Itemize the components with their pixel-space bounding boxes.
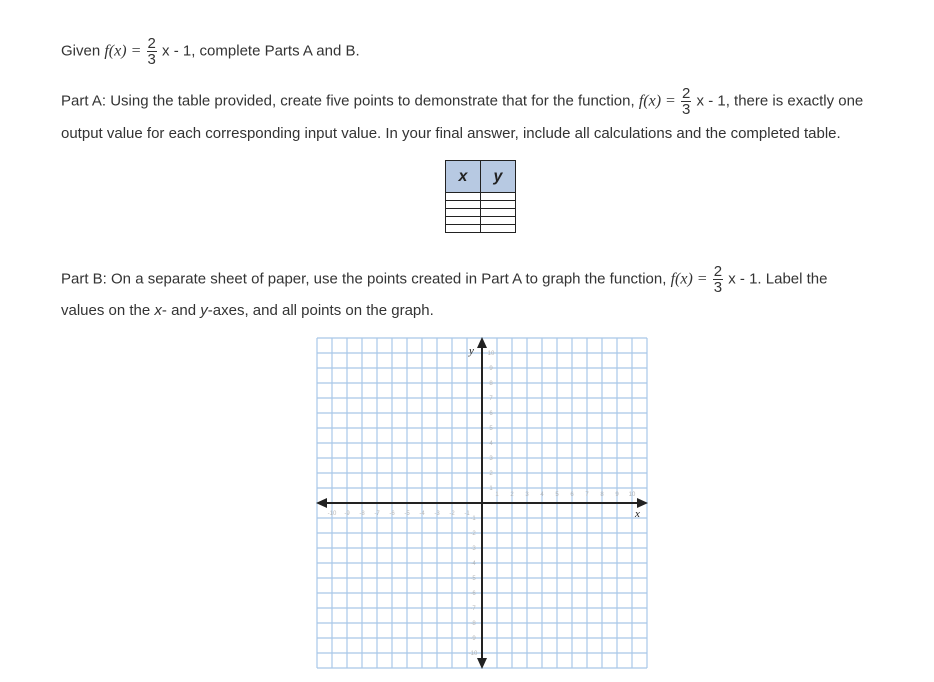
x-tick-label: -5 xyxy=(404,511,410,517)
x-tick-label: -1 xyxy=(464,511,470,517)
part-b-line1 xyxy=(61,264,827,295)
y-tick-label: -6 xyxy=(470,591,476,597)
part-a-text: Part A: Using the table provided, create five points to demonstrate that for the function, xyxy=(61,92,635,110)
table-cell[interactable] xyxy=(446,225,481,233)
y-tick-label: -3 xyxy=(470,546,476,552)
part-b-rest: x - 1. Label the xyxy=(728,270,828,288)
table-row xyxy=(446,209,516,217)
y-tick-label: 9 xyxy=(489,366,493,372)
x-tick-label: 5 xyxy=(555,492,559,498)
coordinate-grid xyxy=(314,335,649,670)
y-tick-label: -9 xyxy=(470,636,476,642)
x-tick-label: 8 xyxy=(600,492,604,498)
table-cell[interactable] xyxy=(446,193,481,201)
table-cell[interactable] xyxy=(481,193,516,201)
x-tick-label: 7 xyxy=(585,492,589,498)
y-tick-label: 2 xyxy=(489,471,493,477)
table-cell[interactable] xyxy=(446,201,481,209)
x-tick-label: 9 xyxy=(615,492,619,498)
table-cell[interactable] xyxy=(481,209,516,217)
y-tick-label: 7 xyxy=(489,396,493,402)
part-a-numerator: 2 xyxy=(682,85,691,102)
part-b-line2-x: x xyxy=(154,302,162,319)
x-tick-label: 2 xyxy=(510,492,514,498)
y-tick-label: -8 xyxy=(470,621,476,627)
y-tick-label: 3 xyxy=(489,456,493,462)
y-axis-up-arrow-icon xyxy=(477,337,487,348)
table-cell[interactable] xyxy=(446,217,481,225)
x-tick-label: -3 xyxy=(434,511,440,517)
part-b-line2-a: values on the xyxy=(61,302,151,319)
x-tick-label: 1 xyxy=(495,492,499,498)
x-tick-label: 3 xyxy=(525,492,529,498)
y-tick-label: 6 xyxy=(489,411,493,417)
x-tick-label: -2 xyxy=(449,511,455,517)
axes xyxy=(316,337,648,669)
part-a-denominator: 3 xyxy=(682,101,691,118)
table-header-row xyxy=(446,161,516,193)
y-tick-label: 8 xyxy=(489,381,493,387)
y-axis-label: y xyxy=(469,345,474,357)
part-a-function-name: f(x) = xyxy=(638,92,676,110)
y-tick-label: 5 xyxy=(489,426,493,432)
x-tick-label: 6 xyxy=(570,492,574,498)
x-tick-label: -8 xyxy=(359,511,365,517)
intro-denominator: 3 xyxy=(147,51,156,68)
table-row xyxy=(446,201,516,209)
x-axis-label: x xyxy=(635,508,640,520)
table-row xyxy=(446,225,516,233)
x-axis-left-arrow-icon xyxy=(316,498,327,508)
table-cell[interactable] xyxy=(481,201,516,209)
table-row xyxy=(446,193,516,201)
part-a-line1 xyxy=(61,86,863,117)
x-tick-label: 10 xyxy=(628,492,636,498)
y-tick-label: 4 xyxy=(489,441,493,447)
intro-given: Given xyxy=(61,42,101,60)
intro-line xyxy=(61,36,360,67)
y-tick-label: -2 xyxy=(470,531,476,537)
x-tick-label: -6 xyxy=(389,511,395,517)
y-tick-label: -7 xyxy=(470,606,476,612)
x-tick-label: 4 xyxy=(540,492,544,498)
intro-numerator: 2 xyxy=(147,35,156,52)
part-b-fraction xyxy=(713,264,723,295)
table-header-x: x xyxy=(446,161,481,193)
y-tick-label: 10 xyxy=(487,351,495,357)
part-a-rest: x - 1, there is exactly one xyxy=(696,92,864,110)
y-axis-down-arrow-icon xyxy=(477,658,487,669)
part-a-line2: output value for each corresponding input value. In your final answer, include all calculations and the completed table. xyxy=(61,125,841,142)
table-cell[interactable] xyxy=(481,225,516,233)
y-tick-label: 1 xyxy=(489,486,493,492)
intro-function-name: f(x) = xyxy=(104,42,142,60)
part-b-line2 xyxy=(61,302,434,320)
intro-fraction xyxy=(147,36,157,67)
x-tick-label: -10 xyxy=(327,511,337,517)
y-tick-label: -5 xyxy=(470,576,476,582)
table-cell[interactable] xyxy=(481,217,516,225)
xy-table xyxy=(445,160,516,233)
intro-rest: x - 1, complete Parts A and B. xyxy=(162,42,360,60)
part-b-function-name: f(x) = xyxy=(670,270,708,288)
table-cell[interactable] xyxy=(446,209,481,217)
x-axis-right-arrow-icon xyxy=(637,498,648,508)
x-tick-label: -9 xyxy=(344,511,350,517)
part-b-denominator: 3 xyxy=(713,279,723,296)
part-b-line2-b: - and xyxy=(161,302,197,319)
y-tick-label: -10 xyxy=(468,651,478,657)
part-b-text: Part B: On a separate sheet of paper, use the points created in Part A to graph the function, xyxy=(61,270,667,288)
x-tick-label: -4 xyxy=(419,511,425,517)
table-row xyxy=(446,217,516,225)
y-tick-label: -4 xyxy=(470,561,476,567)
part-a-fraction xyxy=(681,86,691,117)
y-tick-label: -1 xyxy=(470,516,476,522)
table-header-y: y xyxy=(481,161,516,193)
x-tick-label: -7 xyxy=(374,511,380,517)
part-b-line2-y: y xyxy=(200,302,208,319)
part-b-line2-c: -axes, and all points on the graph. xyxy=(207,302,434,319)
part-b-numerator: 2 xyxy=(713,263,723,280)
